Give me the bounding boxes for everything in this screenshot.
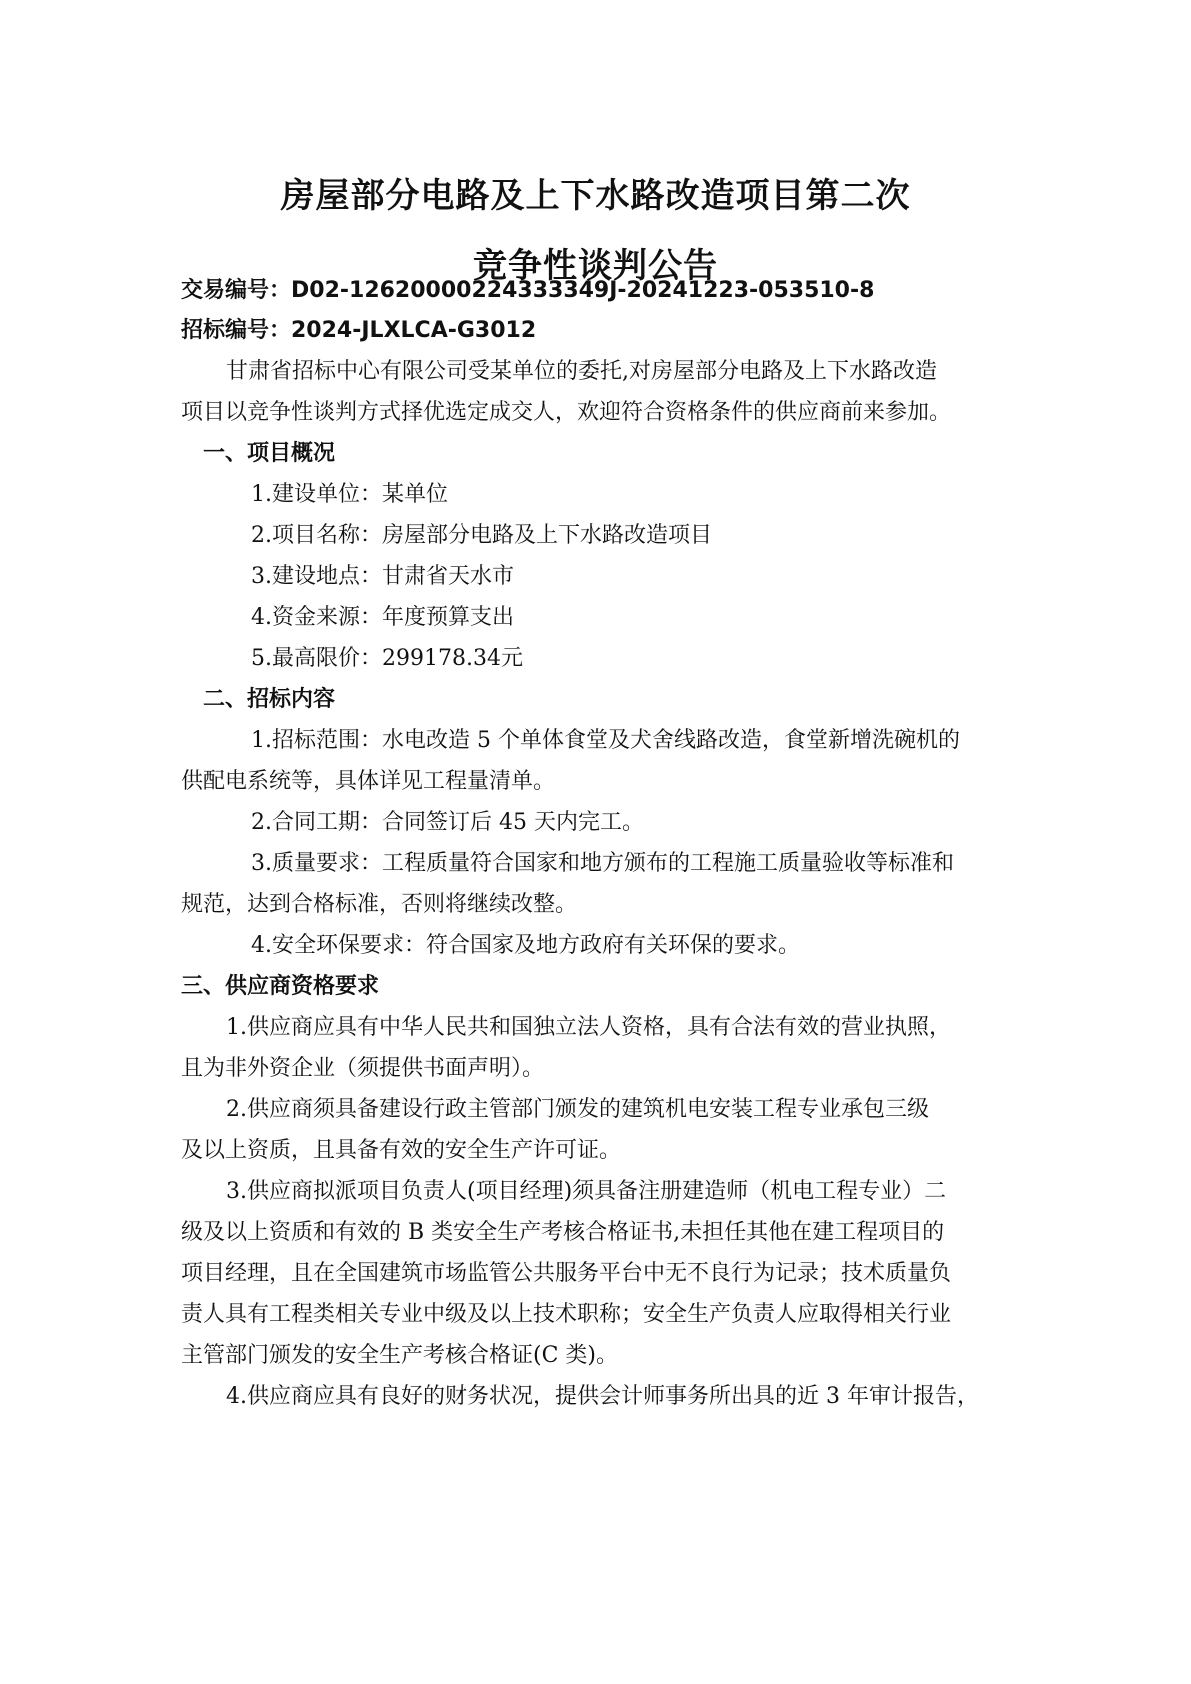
title-line-2: 竞争性谈判公告: [473, 246, 718, 286]
section-3-item-3-line-4: 责人具有工程类相关专业中级及以上技术职称；安全生产负责人应取得相关行业: [181, 1302, 952, 1327]
section-2-item-3-line-2: 规范，达到合格标准，否则将继续改整。: [181, 892, 578, 917]
trade-number: 交易编号：D02-12620000224333349J-20241223-053510-8: [181, 278, 875, 303]
section-2-item-4: 4.安全环保要求：符合国家及地方政府有关环保的要求。: [251, 933, 800, 958]
section-1-item-2: 2.项目名称：房屋部分电路及上下水路改造项目: [251, 523, 712, 548]
section-1-heading: 一、项目概况: [203, 441, 336, 466]
intro-line-1: 甘肃省招标中心有限公司受某单位的委托,对房屋部分电路及上下水路改造: [226, 359, 937, 384]
intro-line-2: 项目以竞争性谈判方式择优选定成交人，欢迎符合资格条件的供应商前来参加。: [181, 400, 952, 425]
section-3-item-3-line-3: 项目经理，且在全国建筑市场监管公共服务平台中无不良行为记录；技术质量负: [181, 1261, 952, 1286]
section-1-item-4: 4.资金来源：年度预算支出: [251, 605, 514, 630]
section-2-item-1-line-1: 1.招标范围：水电改造 5 个单体食堂及犬舍线路改造，食堂新增洗碗机的: [251, 728, 960, 753]
bid-number: 招标编号：2024-JLXLCA-G3012: [181, 318, 537, 343]
section-2-heading: 二、招标内容: [203, 687, 336, 712]
section-3-item-3-line-1: 3.供应商拟派项目负责人(项目经理)须具备注册建造师（机电工程专业）二: [226, 1179, 947, 1204]
section-1-item-3: 3.建设地点：甘肃省天水市: [251, 564, 514, 589]
section-3-item-2-line-1: 2.供应商须具备建设行政主管部门颁发的建筑机电安装工程专业承包三级: [226, 1097, 929, 1122]
section-3-item-1-line-2: 且为非外资企业（须提供书面声明）。: [181, 1056, 545, 1081]
section-2-item-3-line-1: 3.质量要求：工程质量符合国家和地方颁布的工程施工质量验收等标准和: [251, 851, 954, 876]
section-3-item-3-line-5: 主管部门颁发的安全生产考核合格证(C 类)。: [181, 1343, 618, 1368]
section-3-item-2-line-2: 及以上资质，且具备有效的安全生产许可证。: [181, 1138, 622, 1163]
section-1-item-1: 1.建设单位：某单位: [251, 482, 448, 507]
section-3-item-4-line-1: 4.供应商应具有良好的财务状况，提供会计师事务所出具的近 3 年审计报告，: [226, 1384, 979, 1409]
section-3-item-1-line-1: 1.供应商应具有中华人民共和国独立法人资格，具有合法有效的营业执照，: [226, 1015, 951, 1040]
section-3-item-3-line-2: 级及以上资质和有效的 B 类安全生产考核合格证书,未担任其他在建工程项目的: [181, 1220, 945, 1245]
section-1-item-5: 5.最高限价：299178.34元: [251, 646, 523, 671]
section-2-item-1-line-2: 供配电系统等，具体详见工程量清单。: [181, 769, 556, 794]
title-line-1: 房屋部分电路及上下水路改造项目第二次: [280, 176, 911, 216]
section-3-heading: 三、供应商资格要求: [181, 974, 380, 999]
section-2-item-2: 2.合同工期：合同签订后 45 天内完工。: [251, 810, 644, 835]
